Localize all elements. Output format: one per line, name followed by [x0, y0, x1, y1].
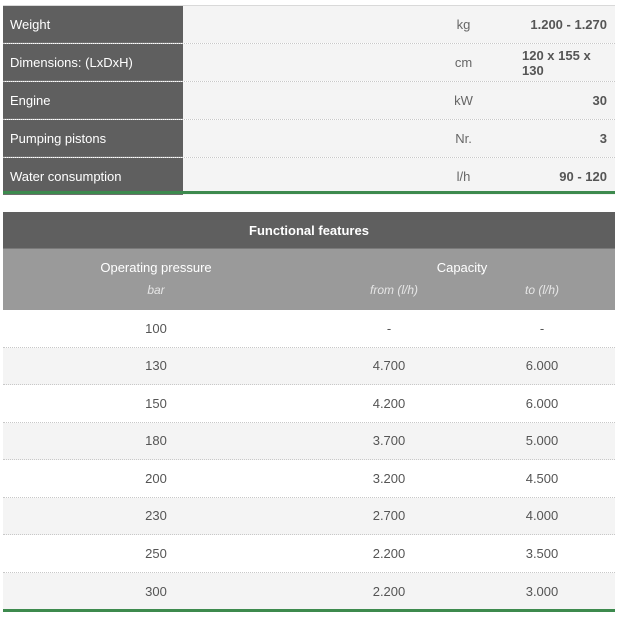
to-cell: 4.500: [525, 470, 559, 486]
spec-unit: kg: [405, 6, 522, 43]
spec-row-engine: [3, 82, 615, 120]
features-body: [3, 310, 615, 610]
from-cell: -: [386, 320, 392, 336]
to-cell: 5.000: [525, 433, 559, 449]
spec-value: 1.200 - 1.270: [522, 6, 615, 43]
col-capacity-header: Capacity: [436, 260, 488, 275]
spec-row-pistons: [3, 120, 615, 158]
spec-label: Water consumption: [3, 158, 183, 195]
pressure-cell: 130: [145, 358, 167, 374]
spec-spacer: [183, 44, 405, 81]
from-cell: 2.700: [372, 508, 406, 524]
spec-label: Pumping pistons: [3, 120, 183, 157]
pressure-cell: 300: [145, 583, 167, 599]
from-cell: 4.700: [372, 358, 406, 374]
spec-unit: Nr.: [405, 120, 522, 157]
pressure-cell: 230: [145, 508, 167, 524]
col-to-header: to (l/h): [524, 283, 559, 297]
spec-spacer: [183, 120, 405, 157]
spec-divider: [3, 191, 615, 194]
spec-spacer: [183, 82, 405, 119]
from-cell: 3.700: [372, 433, 406, 449]
to-cell: 4.000: [525, 508, 559, 524]
pressure-cell: 180: [145, 433, 167, 449]
spec-unit: cm: [405, 44, 522, 81]
spec-value: 3: [522, 120, 615, 157]
col-pressure-header: Operating pressure: [100, 260, 212, 275]
spec-row-dimensions: [3, 44, 615, 82]
to-cell: 6.000: [525, 358, 559, 374]
table-row: [3, 460, 615, 498]
from-cell: 2.200: [372, 545, 406, 561]
pressure-cell: 150: [145, 395, 167, 411]
pressure-cell: 100: [145, 320, 167, 336]
table-row: [3, 310, 615, 348]
spec-label: Dimensions: (LxDxH): [3, 44, 183, 81]
table-row: [3, 498, 615, 536]
from-cell: 2.200: [372, 583, 406, 599]
col-pressure-unit: bar: [147, 283, 165, 297]
table-row: [3, 385, 615, 423]
to-cell: 3.500: [525, 545, 559, 561]
spec-value: 30: [522, 82, 615, 119]
from-cell: 4.200: [372, 395, 406, 411]
spec-label: Engine: [3, 82, 183, 119]
features-divider: [3, 609, 615, 612]
pressure-cell: 250: [145, 545, 167, 561]
features-column-header: [3, 249, 615, 310]
from-cell: 3.200: [372, 470, 406, 486]
spec-row-weight: [3, 6, 615, 44]
pressure-cell: 200: [145, 470, 167, 486]
spec-table: [3, 5, 615, 195]
spec-unit: kW: [405, 82, 522, 119]
spec-spacer: [183, 6, 405, 43]
spec-label: Weight: [3, 6, 183, 43]
col-from-header: from (l/h): [370, 283, 418, 297]
features-title: Functional features: [3, 212, 615, 249]
spec-value: 120 x 155 x 130: [522, 44, 615, 81]
spec-value: 90 - 120: [522, 158, 615, 195]
spec-row-water: [3, 158, 615, 195]
table-row: [3, 535, 615, 573]
to-cell: 6.000: [525, 395, 559, 411]
to-cell: 3.000: [525, 583, 559, 599]
spec-spacer: [183, 158, 405, 195]
spec-unit: l/h: [405, 158, 522, 195]
features-table: [3, 212, 615, 610]
table-row: [3, 348, 615, 386]
table-row: [3, 423, 615, 461]
to-cell: -: [539, 320, 545, 336]
table-row: [3, 573, 615, 611]
